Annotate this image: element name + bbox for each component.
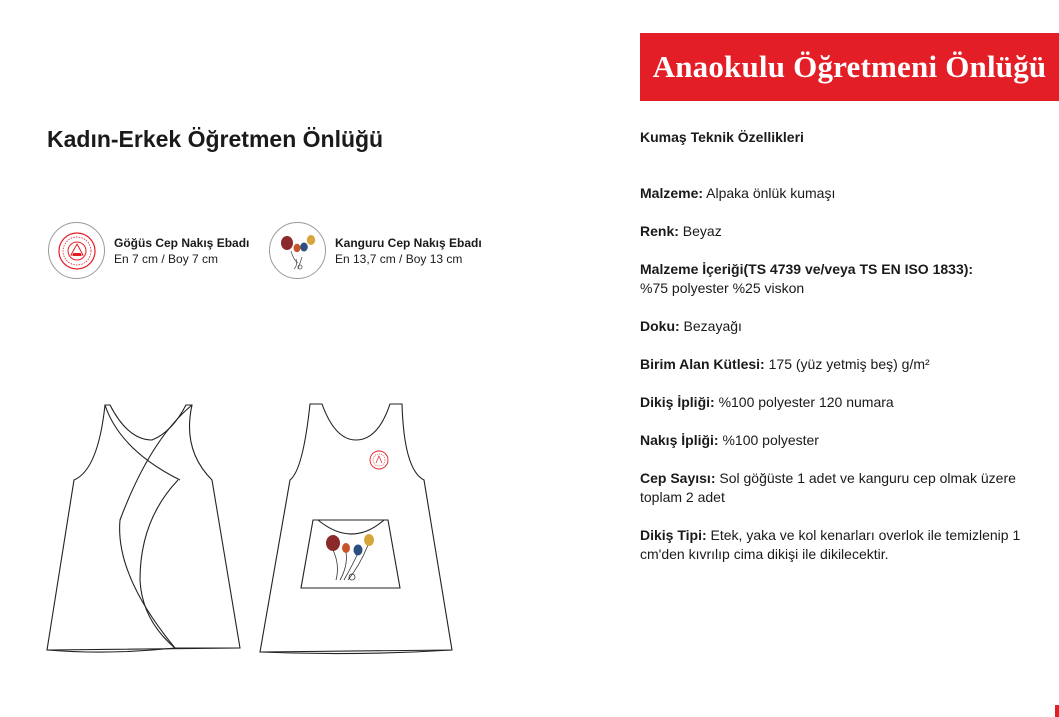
spec-value: Alpaka önlük kumaşı [703,185,836,201]
pocket-balloons [326,534,374,580]
corner-accent [1055,705,1059,717]
badge-title: Göğüs Cep Nakış Ebadı [114,235,250,250]
spec-row [640,431,1050,450]
spec-row [640,355,1050,374]
spec-value: Beyaz [678,223,722,239]
spec-value: Etek, yaka ve kol kenarları overlok ile temizlenip 1 cm'den kıvrılıp cima dikişi ile dikilecektir. [640,527,1021,562]
spec-row [640,317,1050,336]
spec-row [640,222,1050,241]
apron-front-view [260,404,452,654]
spec-value: %100 polyester [718,432,819,448]
balloons-icon [269,222,326,279]
badge-size: En 7 cm / Boy 7 cm [114,251,219,266]
apron-back-view [47,405,240,652]
spec-label: Cep Sayısı: [640,470,716,486]
spec-value: %100 polyester 120 numara [714,394,894,410]
banner-title: Anaokulu Öğretmeni Önlüğü [652,49,1047,84]
chest-pocket-badge [48,222,249,279]
badge-size: En 13,7 cm / Boy 13 cm [335,251,463,266]
emblem-icon [48,222,105,279]
spec-value: %75 polyester %25 viskon [640,280,805,296]
specs-heading: Kumaş Teknik Özellikleri [640,129,804,145]
spec-label: Renk: [640,223,679,239]
spec-label: Dikiş Tipi: [640,527,707,543]
kangaroo-pocket-badge [269,222,482,279]
spec-row [640,469,1050,507]
title-banner [640,33,1059,101]
spec-label: Malzeme: [640,185,704,201]
badge-title: Kanguru Cep Nakış Ebadı [335,235,482,250]
spec-label: Nakış İpliği: [640,432,719,448]
spec-value: Sol göğüste 1 adet ve kanguru cep olmak üzere toplam 2 adet [640,470,1016,505]
spec-label: Dikiş İpliği: [640,394,715,410]
spec-label: Malzeme İçeriği(TS 4739 ve/veya TS EN ISO 1833): [640,261,974,277]
fabric-specs [640,128,1050,583]
spec-value: 175 (yüz yetmiş beş) g/m² [764,356,930,372]
spec-row [640,393,1050,412]
spec-row [640,260,1050,298]
spec-row [640,184,1050,203]
spec-label: Doku: [640,318,680,334]
page-title: Kadın-Erkek Öğretmen Önlüğü [47,126,384,152]
apron-drawings [0,380,480,660]
spec-label: Birim Alan Kütlesi: [640,356,765,372]
spec-value: Bezayağı [679,318,742,334]
spec-row [640,526,1050,564]
